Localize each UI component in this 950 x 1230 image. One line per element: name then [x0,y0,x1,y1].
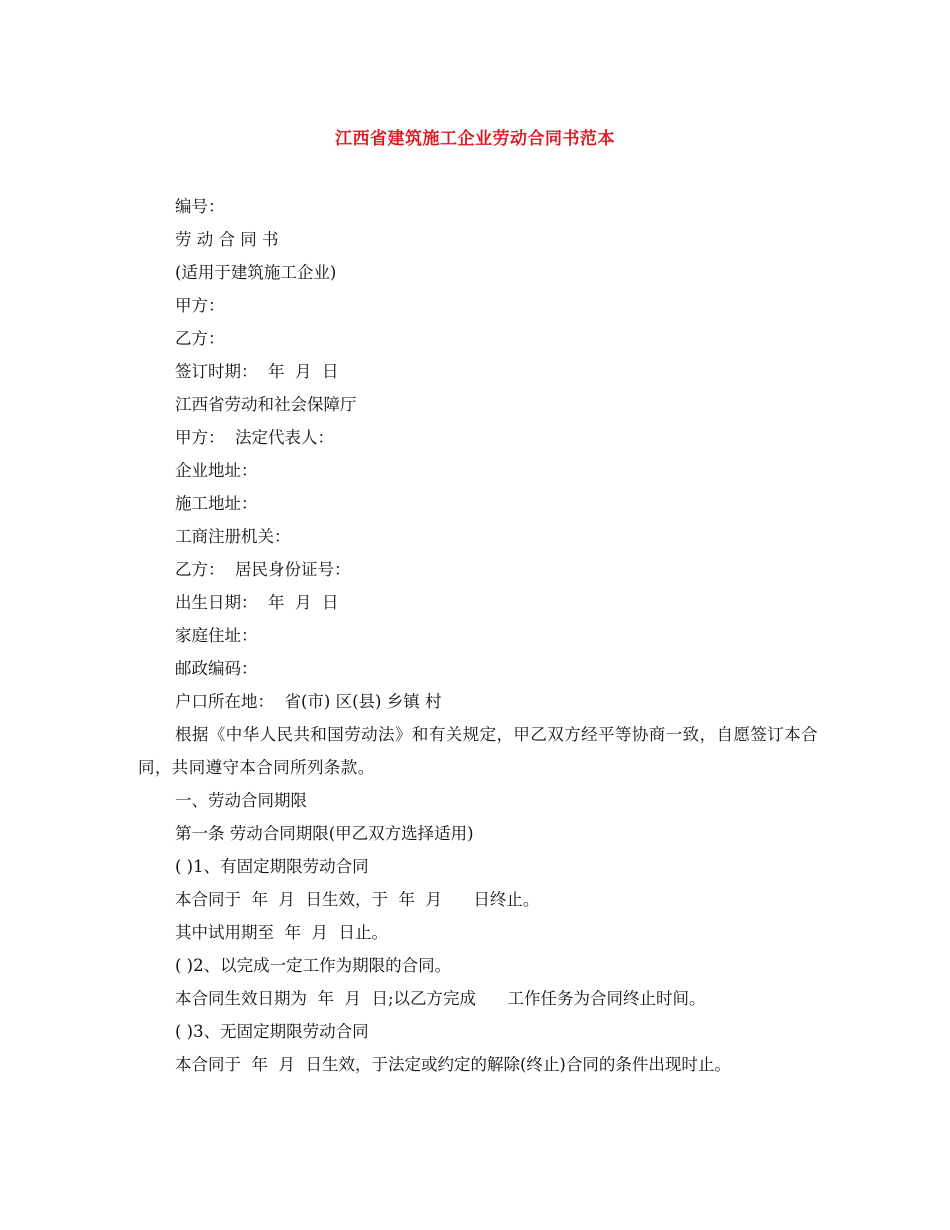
section-heading-term: 一、劳动合同期限 [175,791,307,810]
probation-period: 其中试用期至 年 月 日止。 [175,923,388,942]
fixed-term-dates: 本合同于 年 月 日生效，于 年 月 日终止。 [175,890,540,909]
preamble-paragraph: 根据《中华人民共和国劳动法》和有关规定，甲乙双方经平等协商一致，自愿签订本合同，共同遵守本合同所列条款。 [138,725,818,777]
field-legal-representative: 甲方： 法定代表人： [175,428,334,447]
document-title: 江西省建筑施工企业劳动合同书范本 [335,129,615,149]
issuing-authority: 江西省劳动和社会保障厅 [175,395,357,414]
task-based-dates: 本合同生效日期为 年 月 日;以乙方完成 工作任务为合同终止时间。 [175,989,706,1008]
applicability-note: (适用于建筑施工企业) [175,263,337,282]
field-postal-code: 邮政编码： [175,659,258,678]
option-open-ended: ( )3、无固定期限劳动合同 [175,1022,369,1041]
article-one-heading: 第一条 劳动合同期限(甲乙双方选择适用) [175,824,474,843]
option-task-based: ( )2、以完成一定工作为期限的合同。 [175,956,452,975]
field-signing-date: 签订时期： 年 月 日 [175,362,339,381]
field-registration-authority: 工商注册机关： [175,527,291,546]
field-construction-address: 施工地址： [175,494,258,513]
contract-heading: 劳 动 合 同 书 [175,230,279,249]
field-id-number: 乙方： 居民身份证号： [175,560,351,579]
option-fixed-term: ( )1、有固定期限劳动合同 [175,857,369,876]
field-birth-date: 出生日期： 年 月 日 [175,593,339,612]
field-company-address: 企业地址： [175,461,258,480]
field-home-address: 家庭住址： [175,626,258,645]
field-contract-number: 编号： [175,197,225,216]
field-party-b: 乙方： [175,329,225,348]
document-body [138,190,818,1081]
field-party-a: 甲方： [175,296,225,315]
open-ended-terms: 本合同于 年 月 日生效，于法定或约定的解除(终止)合同的条件出现时止。 [175,1055,731,1074]
field-household-registration: 户口所在地： 省(市) 区(县) 乡镇 村 [175,692,442,711]
